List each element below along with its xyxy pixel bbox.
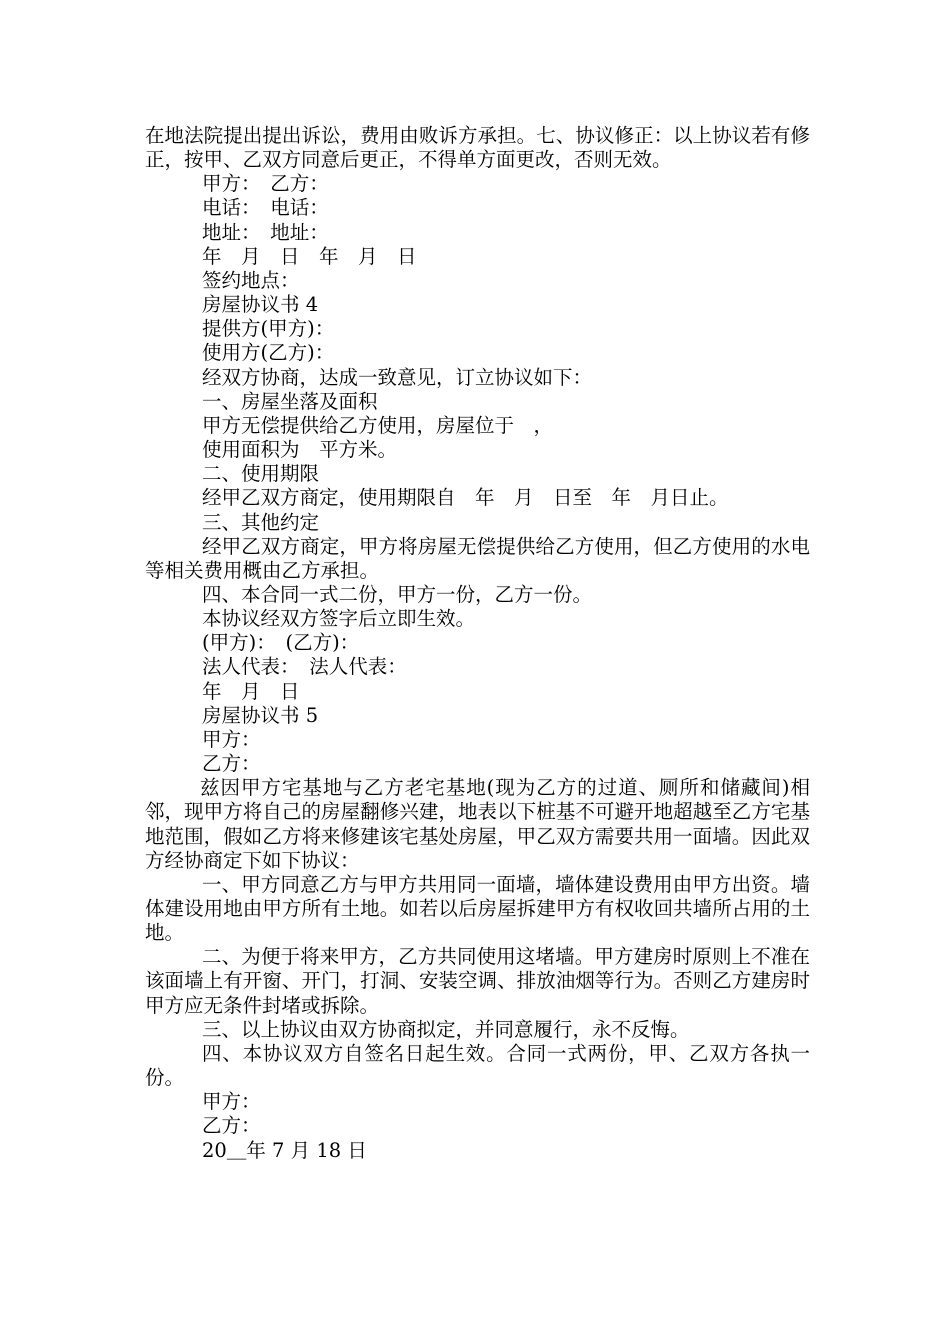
clause-shared-wall: 一、甲方同意乙方与甲方共用同一面墙，墙体建设费用由甲方出资。墙体建设用地由甲方所有土地。如若以后房屋拆建甲方有权收回共墙所占用的土地。 (145, 872, 810, 945)
clause-heading-location-area: 一、房屋坐落及面积 (202, 389, 378, 413)
agreement-intro: 经双方协商，达成一致意见，订立协议如下： (202, 365, 593, 389)
clause-term: 经甲乙双方商定，使用期限自 年 月 日至 年 月日止。 (202, 486, 729, 510)
document-page (145, 124, 810, 1163)
clause-agreement-consent: 三、以上协议由双方协商拟定，并同意履行，永不反悔。 (202, 1017, 690, 1041)
signature-date-2: 年 月 日 (202, 679, 300, 703)
section-title-agreement-5: 房屋协议书 5 (202, 703, 319, 727)
clause-heading-other: 三、其他约定 (202, 510, 320, 534)
provider-party-a: 提供方(甲方)： (202, 317, 335, 341)
clause-wall-restrictions: 二、为便于将来甲方，乙方共同使用这堵墙。甲方建房时原则上不准在该面墙上有开窗、开门，打洞、安装空调、排放油烟等行为。否则乙方建房时甲方应无条件封堵或拆除。 (145, 945, 810, 1017)
clause-copies: 四、本合同一式二份，甲方一份，乙方一份。 (202, 582, 593, 606)
paragraph-background: 兹因甲方宅基地与乙方老宅基地(现为乙方的过道、厕所和储藏间)相邻，现甲方将自己的房屋翻修兴建，地表以下桩基不可避开地超越至乙方宅基地范围，假如乙方将来修建该宅基处房屋，甲乙双方需要共用一面墙。因此双方经协商定下如下协议： (145, 776, 810, 872)
user-party-b: 使用方(乙方)： (202, 341, 335, 365)
section-title-agreement-4: 房屋协议书 4 (202, 293, 319, 317)
clause-effective-copies: 四、本协议双方自签名日起生效。合同一式两份，甲、乙双方各执一份。 (145, 1041, 810, 1090)
final-date: 20＿年 7 月 18 日 (202, 1138, 367, 1162)
clause-location: 甲方无偿提供给乙方使用，房屋位于 ， (202, 413, 554, 437)
clause-heading-term: 二、使用期限 (202, 462, 320, 486)
final-party-a: 甲方： (202, 1090, 261, 1114)
signature-date: 年 月 日 年 月 日 (202, 244, 417, 268)
signature-party-a-b: 甲方： 乙方： (202, 172, 329, 196)
clause-other: 经甲乙双方商定，甲方将房屋无偿提供给乙方使用，但乙方使用的水电等相关费用概由乙方承担。 (145, 534, 810, 582)
signature-parties: (甲方)： (乙方)： (202, 631, 360, 655)
signature-phone: 电话： 电话： (202, 196, 329, 220)
signature-legal-rep: 法人代表： 法人代表： (202, 655, 407, 679)
party-b-label: 乙方： (202, 752, 261, 776)
signature-address: 地址： 地址： (202, 220, 329, 244)
party-a-label: 甲方： (202, 727, 261, 751)
clause-area: 使用面积为 平方米。 (202, 438, 398, 462)
clause-effective: 本协议经双方签字后立即生效。 (202, 607, 476, 631)
final-party-b: 乙方： (202, 1114, 261, 1138)
signing-location: 签约地点： (202, 268, 300, 292)
paragraph-dispute-clause: 在地法院提出提出诉讼，费用由败诉方承担。七、协议修正：以上协议若有修正，按甲、乙双方同意后更正，不得单方面更改，否则无效。 (145, 124, 810, 172)
